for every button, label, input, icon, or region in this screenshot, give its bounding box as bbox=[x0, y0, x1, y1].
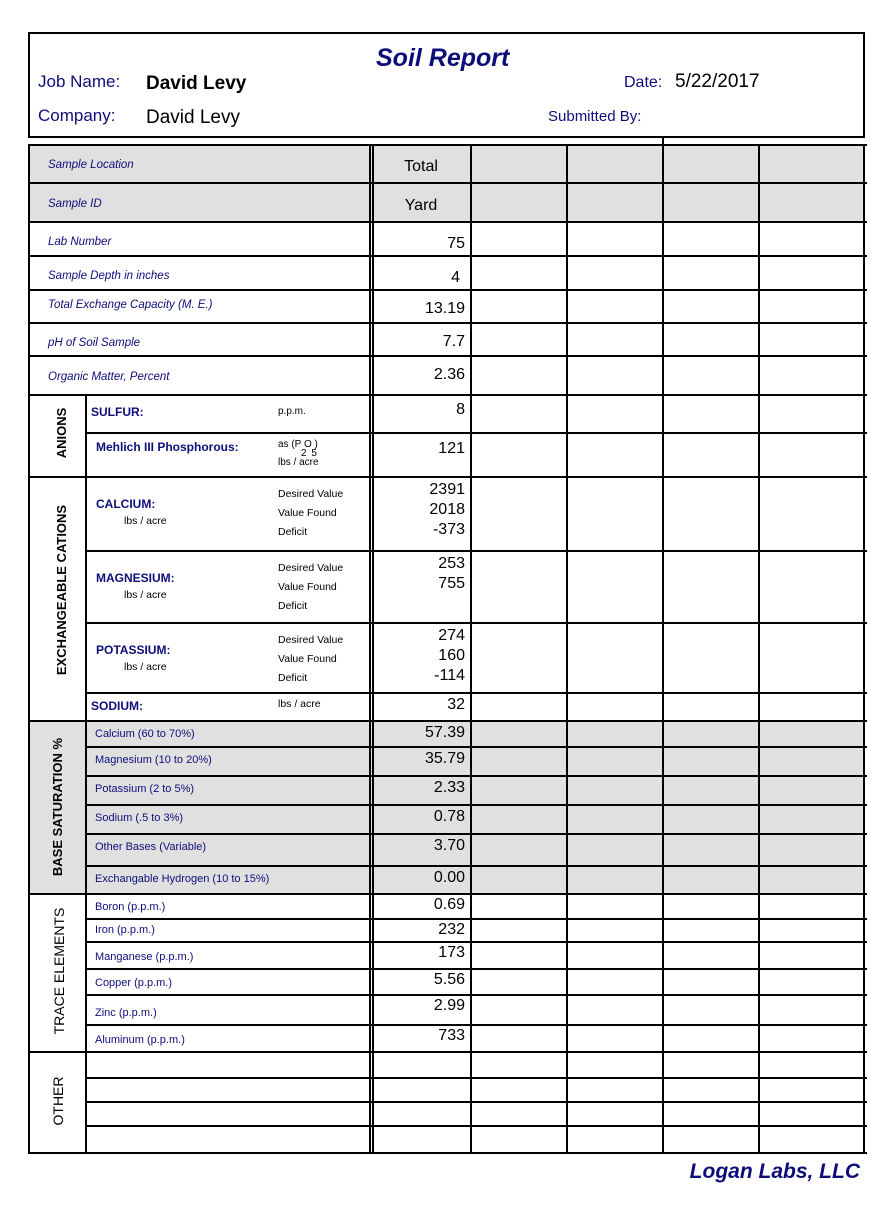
calcium-desired-value[interactable]: 2391 bbox=[429, 481, 465, 498]
base-saturation-value[interactable]: 0.00 bbox=[433, 869, 465, 886]
lab-number-value[interactable]: 75 bbox=[447, 235, 465, 252]
row-border bbox=[28, 1152, 867, 1154]
sample-depth-label: Sample Depth in inches bbox=[48, 270, 170, 282]
other-section-label: OTHER bbox=[50, 1076, 66, 1126]
row-border bbox=[28, 289, 867, 291]
column-border bbox=[662, 137, 664, 145]
ph-value[interactable]: 7.7 bbox=[442, 333, 465, 350]
base-saturation-label: Calcium (60 to 70%) bbox=[95, 728, 195, 740]
column-border bbox=[566, 144, 568, 1154]
calcium-unit: lbs / acre bbox=[124, 515, 167, 527]
row-border bbox=[85, 550, 867, 552]
phosphorous-label: Mehlich III Phosphorous: bbox=[96, 440, 239, 454]
base-saturation-value[interactable]: 57.39 bbox=[424, 724, 465, 741]
cations-section-label: EXCHANGEABLE CATIONS bbox=[54, 504, 69, 676]
row-border bbox=[28, 476, 867, 478]
column-border bbox=[470, 144, 472, 1154]
trace-element-value[interactable]: 733 bbox=[438, 1027, 465, 1044]
row-border bbox=[85, 746, 867, 748]
report-title: Soil Report bbox=[376, 44, 510, 72]
lab-company-name: Logan Labs, LLC bbox=[689, 1160, 860, 1183]
row-border bbox=[85, 1024, 867, 1026]
organic-matter-label: Organic Matter, Percent bbox=[48, 371, 170, 383]
submitted-by-label: Submitted By: bbox=[548, 108, 642, 125]
magnesium-deficit-label: Deficit bbox=[278, 600, 308, 612]
trace-element-label: Aluminum (p.p.m.) bbox=[95, 1034, 185, 1046]
potassium-desired-value[interactable]: 274 bbox=[438, 627, 465, 644]
sample-location-label: Sample Location bbox=[48, 159, 134, 171]
company-value: David Levy bbox=[146, 107, 240, 128]
row-border bbox=[85, 775, 867, 777]
sample-id-label: Sample ID bbox=[48, 198, 102, 210]
phosphorous-unit-acre: lbs / acre bbox=[278, 457, 319, 468]
base-saturation-value[interactable]: 0.78 bbox=[433, 808, 465, 825]
column-border bbox=[369, 144, 371, 1154]
date-label: Date: bbox=[624, 74, 663, 91]
phosphorous-unit-subscript: 2 5 bbox=[301, 448, 318, 459]
trace-element-label: Iron (p.p.m.) bbox=[95, 924, 155, 936]
lab-number-label: Lab Number bbox=[48, 236, 112, 248]
base-saturation-value[interactable]: 2.33 bbox=[433, 779, 465, 796]
calcium-label: CALCIUM: bbox=[96, 497, 156, 511]
row-border bbox=[28, 255, 867, 257]
trace-element-value[interactable]: 5.56 bbox=[433, 971, 465, 988]
magnesium-found-label: Value Found bbox=[278, 581, 337, 593]
row-border bbox=[28, 893, 867, 895]
sulfur-value[interactable]: 8 bbox=[456, 401, 465, 418]
row-border bbox=[85, 1125, 867, 1127]
trace-element-value[interactable]: 0.69 bbox=[433, 896, 465, 913]
potassium-unit: lbs / acre bbox=[124, 661, 167, 673]
row-border bbox=[28, 355, 867, 357]
base-saturation-label: Sodium (.5 to 3%) bbox=[95, 812, 184, 824]
sodium-unit: lbs / acre bbox=[278, 698, 321, 710]
base-saturation-label: Potassium (2 to 5%) bbox=[95, 783, 195, 795]
date-value: 5/22/2017 bbox=[675, 71, 760, 92]
phosphorous-value[interactable]: 121 bbox=[438, 440, 465, 457]
section-border bbox=[85, 394, 87, 1154]
trace-element-value[interactable]: 232 bbox=[438, 921, 465, 938]
potassium-found-label: Value Found bbox=[278, 653, 337, 665]
calcium-deficit-value[interactable]: -373 bbox=[432, 521, 465, 538]
base-saturation-label: Exchangable Hydrogen (10 to 15%) bbox=[95, 873, 270, 885]
row-border bbox=[28, 221, 867, 223]
row-border bbox=[85, 432, 867, 434]
ph-label: pH of Soil Sample bbox=[48, 337, 141, 349]
row-border bbox=[85, 833, 867, 835]
sample-depth-value[interactable]: 4 bbox=[451, 269, 460, 286]
magnesium-label: MAGNESIUM: bbox=[96, 571, 175, 585]
calcium-desired-label: Desired Value bbox=[278, 488, 344, 500]
trace-element-label: Zinc (p.p.m.) bbox=[95, 1007, 157, 1019]
row-border bbox=[28, 322, 867, 324]
trace-element-value[interactable]: 173 bbox=[438, 944, 465, 961]
row-border bbox=[85, 941, 867, 943]
base-saturation-value[interactable]: 35.79 bbox=[424, 750, 465, 767]
column-border bbox=[28, 144, 30, 1154]
calcium-deficit-label: Deficit bbox=[278, 526, 308, 538]
column-border bbox=[863, 144, 865, 1154]
tec-label: Total Exchange Capacity (M. E.) bbox=[48, 299, 213, 311]
calcium-found-label: Value Found bbox=[278, 507, 337, 519]
magnesium-unit: lbs / acre bbox=[124, 589, 167, 601]
row-border bbox=[85, 804, 867, 806]
organic-matter-value[interactable]: 2.36 bbox=[433, 366, 465, 383]
sulfur-unit: p.p.m. bbox=[278, 406, 306, 417]
phosphorous-unit: as (P O ) bbox=[278, 439, 318, 450]
potassium-label: POTASSIUM: bbox=[96, 643, 171, 657]
trace-element-label: Manganese (p.p.m.) bbox=[95, 951, 194, 963]
tec-value[interactable]: 13.19 bbox=[424, 300, 465, 317]
base-saturation-label: Other Bases (Variable) bbox=[95, 841, 207, 853]
row-border bbox=[28, 720, 867, 722]
base-saturation-value[interactable]: 3.70 bbox=[433, 837, 465, 854]
row-border bbox=[28, 144, 867, 146]
sodium-value[interactable]: 32 bbox=[447, 696, 465, 713]
potassium-deficit-label: Deficit bbox=[278, 672, 308, 684]
base-saturation-label: Magnesium (10 to 20%) bbox=[95, 754, 212, 766]
row-border bbox=[85, 622, 867, 624]
potassium-deficit-value[interactable]: -114 bbox=[434, 667, 465, 684]
row-border bbox=[85, 1101, 867, 1103]
row-border bbox=[85, 1077, 867, 1079]
row-border bbox=[85, 692, 867, 694]
anions-section-label: ANIONS bbox=[54, 407, 69, 459]
row-border bbox=[85, 918, 867, 920]
row-border bbox=[85, 968, 867, 970]
row-border bbox=[28, 1051, 867, 1053]
trace-elements-section-label: TRACE ELEMENTS bbox=[51, 907, 67, 1035]
job-name-value: David Levy bbox=[146, 73, 247, 94]
potassium-desired-label: Desired Value bbox=[278, 634, 344, 646]
column-border bbox=[758, 144, 760, 1154]
column-border bbox=[662, 144, 664, 1154]
magnesium-found-value[interactable]: 755 bbox=[438, 575, 465, 592]
row-border bbox=[85, 994, 867, 996]
row-border bbox=[28, 394, 867, 396]
column-border bbox=[372, 144, 374, 1154]
trace-element-label: Boron (p.p.m.) bbox=[95, 901, 166, 913]
sample-id-value[interactable]: Yard bbox=[404, 197, 438, 214]
sample-location-value[interactable]: Total bbox=[404, 158, 438, 175]
base-saturation-section-label: BASE SATURATION % bbox=[50, 737, 65, 877]
magnesium-desired-label: Desired Value bbox=[278, 562, 344, 574]
calcium-found-value[interactable]: 2018 bbox=[429, 501, 465, 518]
magnesium-desired-value[interactable]: 253 bbox=[438, 555, 465, 572]
sulfur-label: SULFUR: bbox=[91, 405, 144, 419]
trace-element-label: Copper (p.p.m.) bbox=[95, 977, 173, 989]
sodium-label: SODIUM: bbox=[91, 699, 143, 713]
job-name-label: Job Name: bbox=[38, 72, 121, 91]
potassium-found-value[interactable]: 160 bbox=[438, 647, 465, 664]
row-border bbox=[85, 865, 867, 867]
company-label: Company: bbox=[38, 106, 116, 125]
trace-element-value[interactable]: 2.99 bbox=[433, 997, 465, 1014]
row-border bbox=[28, 182, 867, 184]
